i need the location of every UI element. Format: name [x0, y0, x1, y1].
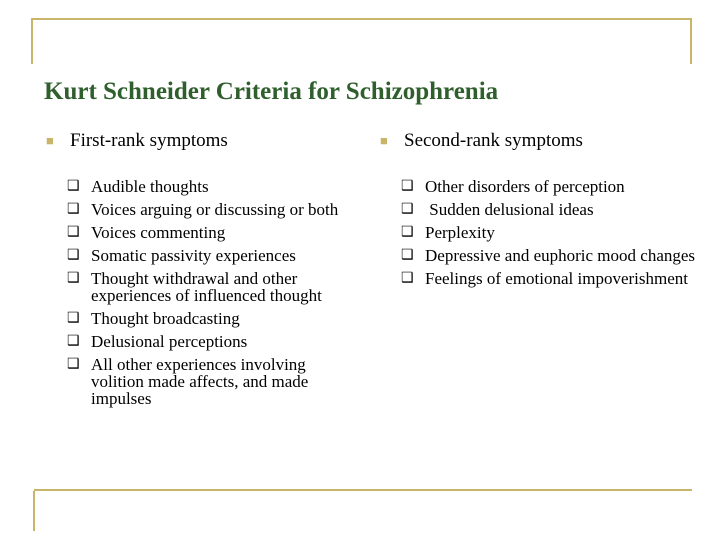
- symptom-list: [401, 178, 700, 287]
- list-item-text: Audible thoughts: [91, 177, 209, 196]
- list-item-text: Other disorders of perception: [425, 177, 625, 196]
- first-rank-column: [46, 128, 356, 413]
- list-item-text: Somatic passivity experiences: [91, 246, 296, 265]
- checkbox-bullet-icon: ❑: [401, 202, 414, 217]
- list-item: [401, 270, 700, 287]
- bottom-border-rule: [34, 489, 692, 491]
- list-item: [401, 247, 700, 264]
- slide-title: Kurt Schneider Criteria for Schizophrenia: [44, 78, 499, 105]
- list-item-text: Voices arguing or discussing or both: [91, 200, 339, 219]
- square-bullet-icon: ■: [380, 133, 388, 148]
- checkbox-bullet-icon: ❑: [401, 179, 414, 194]
- top-border-rule: [32, 18, 692, 20]
- list-item-text: Thought broadcasting: [91, 309, 240, 328]
- checkbox-bullet-icon: ❑: [67, 357, 80, 372]
- checkbox-bullet-icon: ❑: [401, 271, 414, 286]
- list-item-text: Voices commenting: [91, 223, 226, 242]
- list-item: [67, 310, 356, 327]
- column-heading: Second-rank symptoms: [404, 130, 583, 151]
- square-bullet-icon: ■: [46, 133, 54, 148]
- list-item: [67, 224, 356, 241]
- bottom-left-rule: [33, 491, 35, 531]
- list-item: [67, 333, 356, 350]
- list-item: [67, 356, 356, 407]
- checkbox-bullet-icon: ❑: [67, 311, 80, 326]
- list-item-text: Sudden delusional ideas: [425, 200, 594, 219]
- checkbox-bullet-icon: ❑: [401, 248, 414, 263]
- checkbox-bullet-icon: ❑: [67, 248, 80, 263]
- symptom-list: [67, 178, 356, 407]
- list-item-text: Depressive and euphoric mood changes: [425, 246, 696, 265]
- list-item: [67, 270, 356, 304]
- list-item-text: Thought withdrawal and other experiences of influenced thought: [91, 269, 322, 305]
- list-item: [67, 178, 356, 195]
- list-item: [401, 178, 700, 195]
- right-border-rule: [690, 18, 692, 64]
- list-item-text: Delusional perceptions: [91, 332, 248, 351]
- main-bullet-item: [380, 128, 700, 154]
- checkbox-bullet-icon: ❑: [67, 271, 80, 286]
- checkbox-bullet-icon: ❑: [67, 202, 80, 217]
- list-item: [67, 201, 356, 218]
- list-item: [401, 201, 700, 218]
- checkbox-bullet-icon: ❑: [67, 225, 80, 240]
- list-item: [401, 224, 700, 241]
- left-border-rule: [31, 18, 33, 64]
- checkbox-bullet-icon: ❑: [67, 334, 80, 349]
- list-item: [67, 247, 356, 264]
- list-item-text: Feelings of emotional impoverishment: [425, 269, 688, 288]
- second-rank-column: [380, 128, 700, 293]
- checkbox-bullet-icon: ❑: [67, 179, 80, 194]
- checkbox-bullet-icon: ❑: [401, 225, 414, 240]
- main-bullet-item: [46, 128, 356, 154]
- column-heading: First-rank symptoms: [70, 130, 228, 151]
- list-item-text: Perplexity: [425, 223, 495, 242]
- list-item-text: All other experiences involving volition made affects, and made impulses: [91, 355, 309, 408]
